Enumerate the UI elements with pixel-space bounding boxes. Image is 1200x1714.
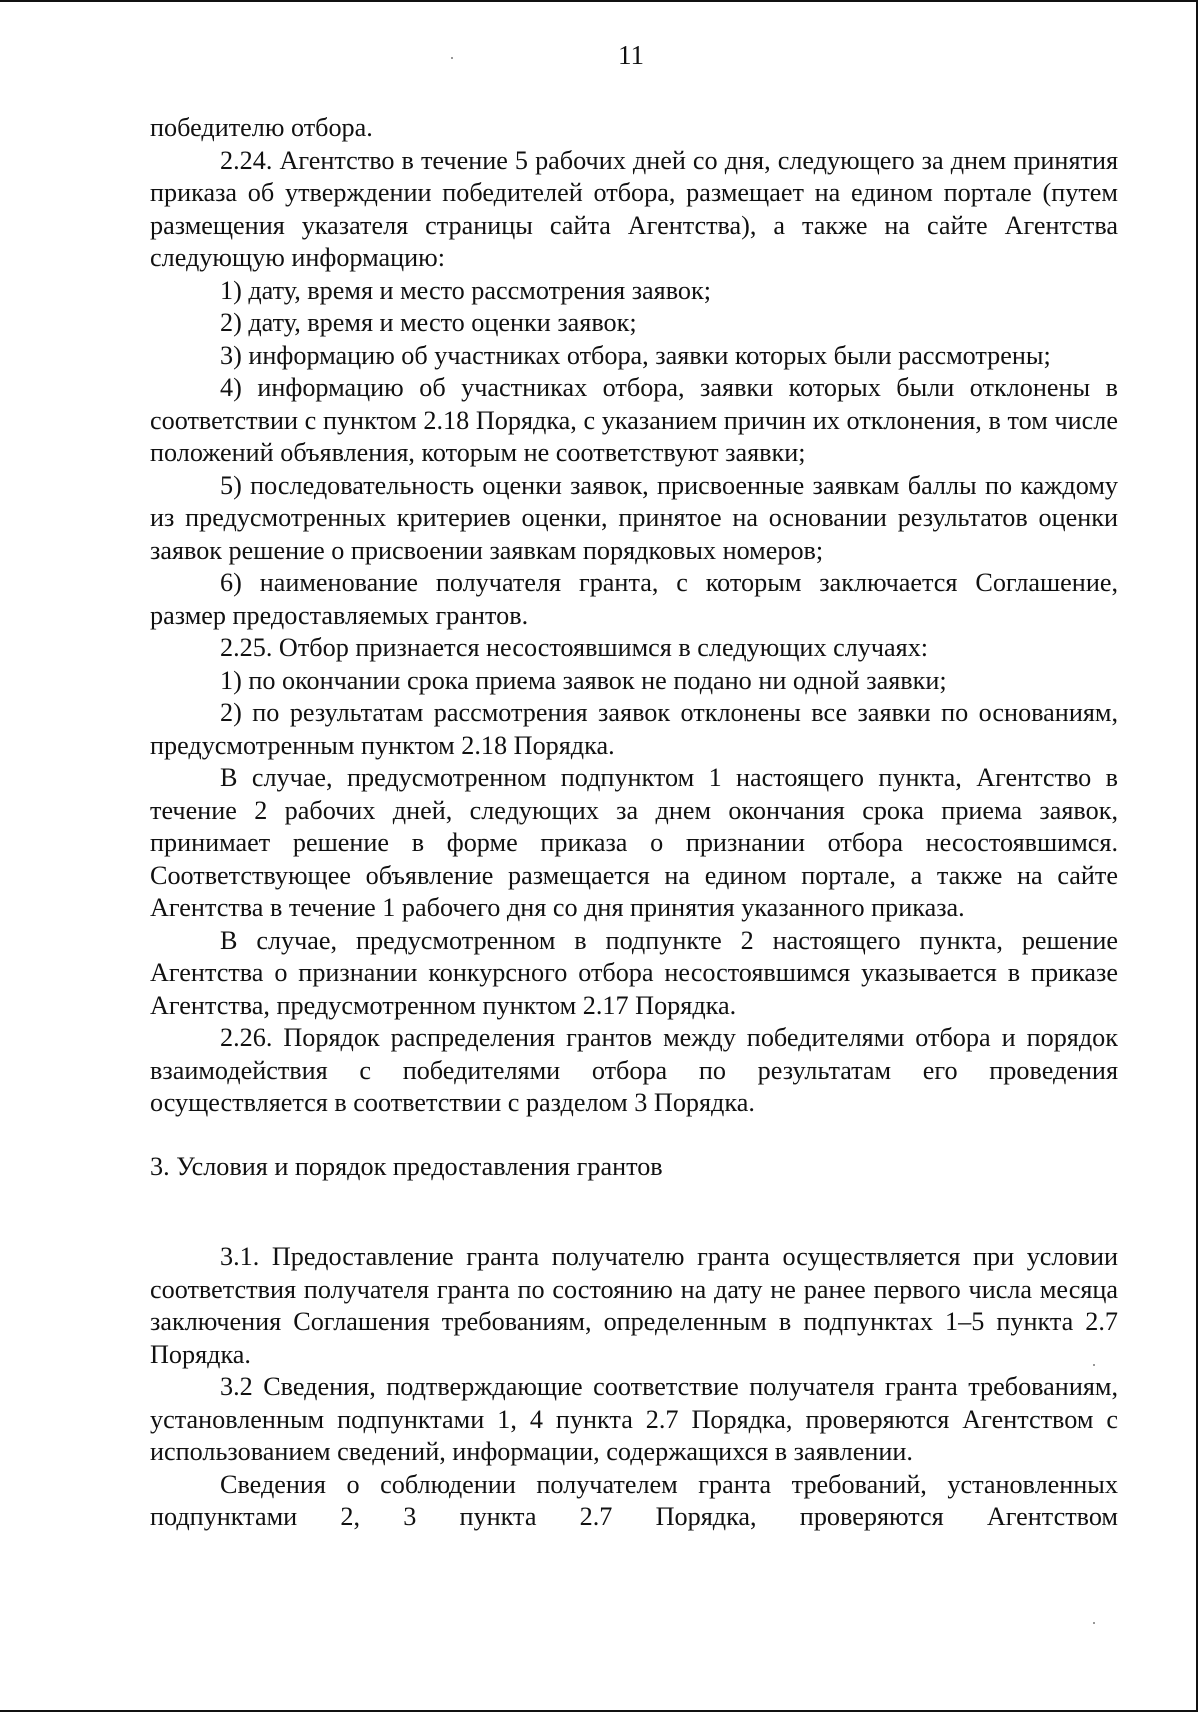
page-number: 11 [618,40,644,70]
scan-speck [1093,1364,1095,1366]
list-item-5: 5) последовательность оценки заявок, присвоенные заявкам баллы по каждому из предусмотренных критериев оценки, принятое на основании результатов оценки заявок решение о присвоении заявкам порядковых номеров; [150,470,1118,565]
list-item-2-25-2: 2) по результатам рассмотрения заявок отклонены все заявки по основаниям, предусмотренным пунктом 2.18 Порядка. [150,698,1118,760]
paragraph-2-25: 2.25. Отбор признается несостоявшимся в следующих случаях: [220,633,929,662]
paragraph-2-26: 2.26. Порядок распределения грантов между победителями отбора и порядок взаимодействия с победителями отбора по результатам его проведения осуществляется в соответствии с разделом 3 Порядка. [150,1023,1118,1117]
list-item-2-25-1: 1) по окончании срока приема заявок не подано ни одной заявки; [220,665,947,695]
section-heading: 3. Условия и порядок предоставления грантов [150,1151,663,1181]
paragraph-case-1: В случае, предусмотренном подпунктом 1 настоящего пункта, Агентство в течение 2 рабочих дней, следующих за днем окончания срока приема заявок, принимает решение в форме приказа о признании отбора несостоявшимся. Соответствующее объявление размещается на едином портале, а также на сайте Агентства в течение 1 рабочего дня со дня принятия указанного приказа. [150,763,1118,922]
paragraph-2-24: 2.24. Агентство в течение 5 рабочих дней со дня, следующего за днем принятия приказа об утверждении победителей отбора, размещает на едином портале (путем размещения указателя страницы сайта Агентства), а также на сайте Агентства следующую информацию: [150,145,1118,272]
list-item-6: 6) наименование получателя гранта, с которым заключается Соглашение, размер предоставляемых грантов. [150,568,1118,630]
scan-speck [451,57,453,59]
list-item-3: 3) информацию об участниках отбора, заявки которых были рассмотрены; [220,340,1051,370]
paragraph-case-2: В случае, предусмотренном в подпункте 2 настоящего пункта, решение Агентства о признании конкурсного отбора несостоявшимся указывается в приказе Агентства, предусмотренном пунктом 2.17 Порядка. [150,925,1118,1020]
list-item-2: 2) дату, время и место оценки заявок; [220,308,637,337]
paragraph-3-2: 3.2 Сведения, подтверждающие соответствие получателя гранта требованиям, установленным подпунктами 1, 4 пункта 2.7 Порядка, проверяются Агентством с использованием сведений, информации, содержащихся в заявлении. [150,1372,1118,1466]
scan-speck [1093,1622,1095,1624]
list-item-4: 4) информацию об участниках отбора, заявки которых были отклонены в соответствии с пунктом 2.18 Порядка, с указанием причин их отклонения, в том числе положений объявления, которым не соответствуют заявки; [150,373,1118,467]
paragraph-continuation: победителю отбора. [150,113,373,142]
list-item-1: 1) дату, время и место рассмотрения заявок; [220,275,711,305]
paragraph-3-1: 3.1. Предоставление гранта получателю гранта осуществляется при условии соответствия получателя гранта по состоянию на дату не ранее первого числа месяца заключения Соглашения требованиям, определенным в подпунктах 1–5 пункта 2.7 Порядка. [150,1242,1118,1369]
paragraph-compliance: Сведения о соблюдении получателем гранта требований, установленных подпунктами 2, 3 пункта 2.7 Порядка, проверяются Агентством [150,1469,1118,1531]
document-body [150,112,1118,1534]
